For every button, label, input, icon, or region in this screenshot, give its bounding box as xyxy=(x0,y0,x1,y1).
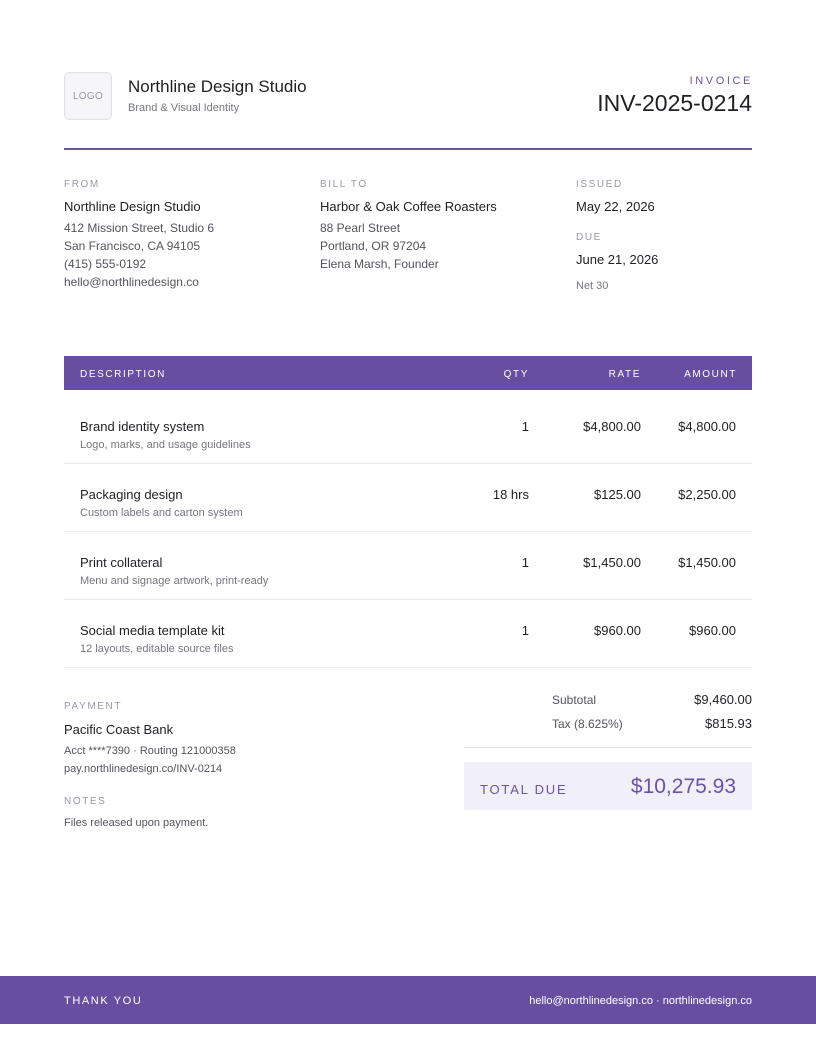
table-row xyxy=(64,532,752,600)
payment-label: PAYMENT xyxy=(64,701,123,712)
due-date: June 21, 2026 xyxy=(576,252,659,267)
from-section xyxy=(64,179,214,291)
header-divider xyxy=(64,148,752,150)
totals-divider xyxy=(464,747,752,748)
column-header-rate: RATE xyxy=(608,369,641,380)
from-label: FROM xyxy=(64,179,100,190)
item-description: Menu and signage artwork, print-ready xyxy=(80,575,269,587)
item-qty: 1 xyxy=(521,555,529,570)
item-amount: $960.00 xyxy=(689,623,736,638)
subtotal-value: $9,460.00 xyxy=(694,692,752,707)
bill-to-contact: Elena Marsh, Founder xyxy=(320,257,439,271)
payment-terms: Net 30 xyxy=(576,280,609,292)
dates-section xyxy=(576,179,658,292)
item-description: Logo, marks, and usage guidelines xyxy=(80,439,251,451)
items-table-header xyxy=(64,356,752,390)
issued-label: ISSUED xyxy=(576,179,623,190)
from-email: hello@northlinedesign.co xyxy=(64,275,199,289)
item-rate: $1,450.00 xyxy=(583,555,641,570)
item-name: Brand identity system xyxy=(80,419,205,434)
issued-date: May 22, 2026 xyxy=(576,199,655,214)
item-amount: $4,800.00 xyxy=(678,419,736,434)
payment-link[interactable]: pay.northlinedesign.co/INV-0214 xyxy=(64,763,223,775)
item-rate: $960.00 xyxy=(594,623,641,638)
logo-placeholder-text: LOGO xyxy=(72,90,104,102)
total-due-label: TOTAL DUE xyxy=(480,782,568,797)
item-rate: $4,800.00 xyxy=(583,419,641,434)
item-description: 12 layouts, editable source files xyxy=(80,643,234,655)
subtotal-label: Subtotal xyxy=(552,693,597,707)
from-phone: (415) 555-0192 xyxy=(64,257,147,271)
table-row xyxy=(64,600,752,668)
bank-account: Acct ****7390 · Routing 121000358 xyxy=(64,745,236,757)
bill-to-address-line-1: 88 Pearl Street xyxy=(320,221,401,235)
from-address-line-2: San Francisco, CA 94105 xyxy=(64,239,201,253)
column-header-qty: QTY xyxy=(503,369,529,380)
tax-label: Tax (8.625%) xyxy=(552,717,623,731)
item-name: Packaging design xyxy=(80,487,183,502)
notes-label: NOTES xyxy=(64,796,107,807)
total-due-box xyxy=(464,762,752,810)
document-type: INVOICE xyxy=(689,75,753,87)
item-amount: $2,250.00 xyxy=(678,487,736,502)
tax-value: $815.93 xyxy=(705,716,752,731)
item-name: Print collateral xyxy=(80,555,163,570)
item-name: Social media template kit xyxy=(80,623,225,638)
table-row xyxy=(64,464,752,532)
table-row xyxy=(64,396,752,464)
due-label: DUE xyxy=(576,232,602,243)
bill-to-name: Harbor & Oak Coffee Roasters xyxy=(320,199,497,214)
column-header-amount: AMOUNT xyxy=(684,369,737,380)
bill-to-section xyxy=(320,179,497,273)
item-amount: $1,450.00 xyxy=(678,555,736,570)
footer-bar xyxy=(0,976,816,1024)
item-qty: 1 xyxy=(521,623,529,638)
total-due-amount: $10,275.93 xyxy=(630,775,736,798)
item-description: Custom labels and carton system xyxy=(80,507,243,519)
item-qty: 18 hrs xyxy=(492,487,529,502)
company-name: Northline Design Studio xyxy=(128,77,307,96)
notes-text: Files released upon payment. xyxy=(64,817,209,829)
column-header-description: DESCRIPTION xyxy=(80,369,166,380)
company-logo xyxy=(64,72,112,120)
company-tagline: Brand & Visual Identity xyxy=(128,102,240,114)
payment-section xyxy=(64,701,236,829)
item-rate: $125.00 xyxy=(594,487,641,502)
footer-contact[interactable]: hello@northlinedesign.co · northlinedesign.co xyxy=(529,995,752,1007)
from-address-line-1: 412 Mission Street, Studio 6 xyxy=(64,221,215,235)
invoice-number: INV-2025-0214 xyxy=(597,90,752,116)
bank-name: Pacific Coast Bank xyxy=(64,722,174,737)
bill-to-label: BILL TO xyxy=(320,179,368,190)
bill-to-address-line-2: Portland, OR 97204 xyxy=(320,239,427,253)
from-name: Northline Design Studio xyxy=(64,199,201,214)
item-qty: 1 xyxy=(521,419,529,434)
footer-thank-you: THANK YOU xyxy=(64,995,143,1007)
